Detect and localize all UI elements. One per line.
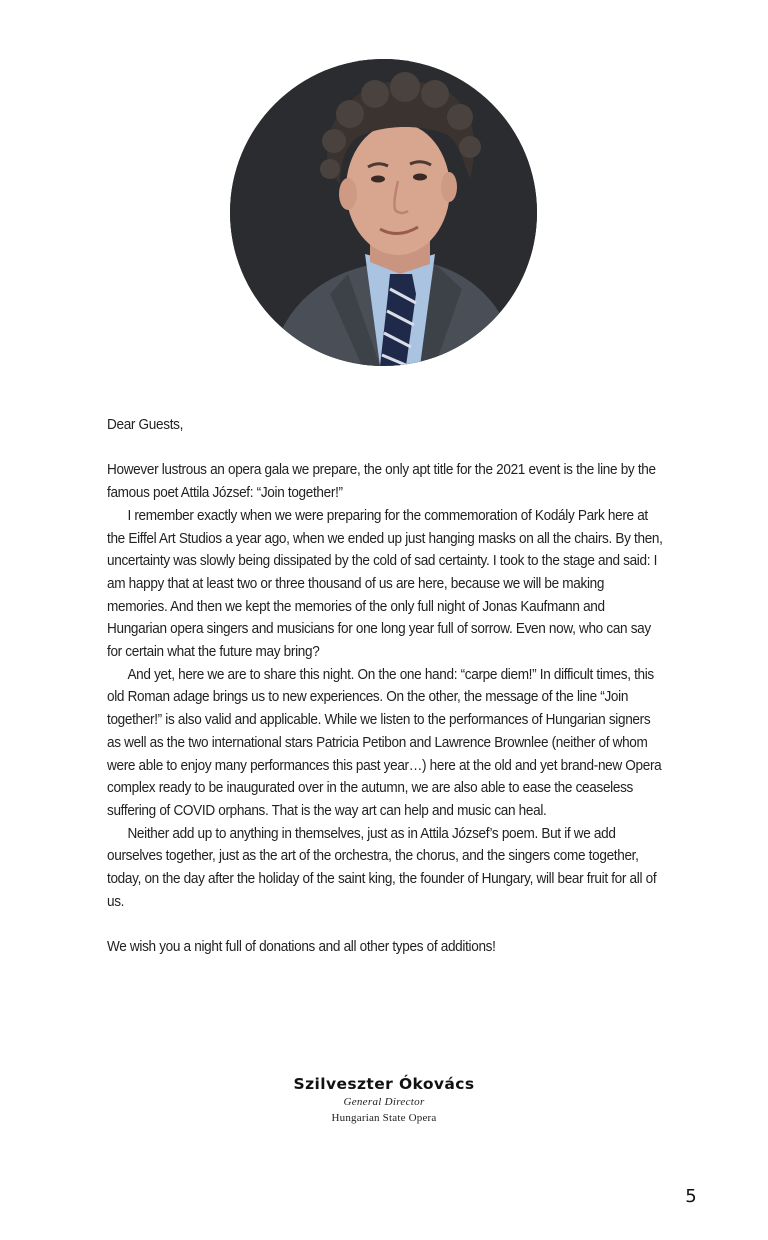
letter-closing: We wish you a night full of donations and all other types of additions! xyxy=(107,939,496,956)
spacer xyxy=(107,913,665,936)
portrait-photo xyxy=(230,59,537,366)
letter-paragraph-4: Neither add up to anything in themselves, just as in Attila József’s poem. But if we add ourselves together, just as the art of the orchestra, the chorus, and the singers come together, today, on the day after the holiday of the saint king, the founder of Hungary, will bear fruit for all of us. xyxy=(107,825,657,910)
letter-paragraph-2: I remember exactly when we were preparing for the commemoration of Kodály Park here at the Eiffel Art Studios a year ago, when we ended up just hanging masks on all the chairs. By then, uncertainty was slowly being dissipated by the cold of sad certainty. I took to the stage and said: I am happy that at least two or three thousand of us are here, because we will be making memories. And then we kept the memories of the only full night of Jonas Kaufmann and Hungarian opera singers and musicians for one long year full of sorrow. Even now, who can say for certain what the future may bring? xyxy=(107,507,663,661)
portrait-illustration xyxy=(230,59,537,366)
letter-greeting: Dear Guests, xyxy=(107,417,184,433)
signatory-organization: Hungarian State Opera xyxy=(331,1112,437,1124)
signatory-name: Szilveszter Ókovács xyxy=(293,1075,475,1093)
letter-paragraph-3: And yet, here we are to share this night. On the one hand: “carpe diem!” In difficult times, this old Roman adage brings us to new experiences. On the other, the message of the line “Join together!” is also valid and applicable. While we listen to the performances of Hungarian signers as well as the two international stars Patricia Petibon and Lawrence Brownlee (neither of whom were able to enjoy many performances this past year…) here at the old and yet brand-new Opera complex ready to be inaugurated over in the autumn, we are also able to ease the ceaseless suffering of COVID orphans. That is the way art can help and music can heal. xyxy=(107,666,662,819)
letter-paragraph-1: However lustrous an opera gala we prepare, the only apt title for the 2021 event is the line by the famous poet Attila József: “Join together!” xyxy=(107,462,656,502)
signature-block xyxy=(234,1073,534,1126)
signatory-role: General Director xyxy=(343,1096,425,1108)
letter-body xyxy=(107,414,665,959)
spacer xyxy=(107,437,665,460)
page-number: 5 xyxy=(685,1186,697,1207)
